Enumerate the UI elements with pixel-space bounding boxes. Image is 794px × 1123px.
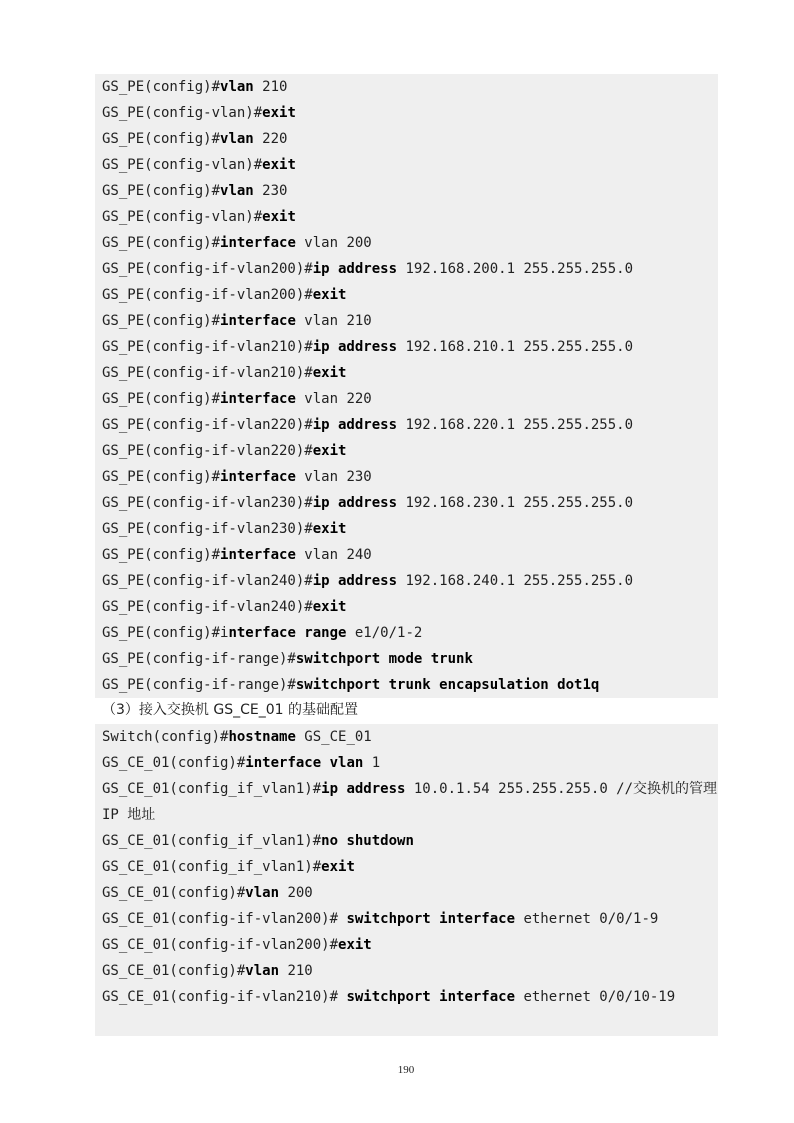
code-block-gs-pe <box>95 74 718 698</box>
code-args: 1 <box>363 755 381 771</box>
code-line <box>95 984 718 1010</box>
code-command: vlan <box>245 885 280 901</box>
code-prompt: GS_PE(config-if-range)# <box>102 677 296 693</box>
code-prompt: GS_CE_01(config-if-vlan200)# <box>102 911 347 927</box>
code-prompt: Switch(config)# <box>102 729 229 745</box>
code-line <box>95 620 718 646</box>
code-line <box>95 594 718 620</box>
code-prompt: GS_CE_01(config_if_vlan1)# <box>102 781 322 797</box>
code-command: exit <box>312 599 347 615</box>
code-args: 210 <box>253 79 288 95</box>
code-line <box>95 776 718 802</box>
code-line <box>95 490 718 516</box>
code-args: 230 <box>253 183 288 199</box>
code-prompt: GS_PE(config-if-vlan230)# <box>102 521 313 537</box>
code-command: nterface range <box>228 625 347 641</box>
code-line <box>95 568 718 594</box>
code-command: interface <box>220 469 296 485</box>
code-line <box>95 438 718 464</box>
code-command: exit <box>321 859 355 875</box>
code-prompt: GS_PE(config-if-vlan200)# <box>102 287 313 303</box>
code-args: GS_CE_01 <box>295 729 372 745</box>
code-command: ip address <box>312 573 398 589</box>
code-prompt: GS_PE(config)#i <box>102 625 229 641</box>
code-command: ip address <box>312 261 398 277</box>
code-args: ethernet 0/0/1-9 <box>515 911 659 927</box>
code-line <box>95 178 718 204</box>
code-command: hostname <box>228 729 296 745</box>
code-command: vlan <box>220 131 254 147</box>
code-prompt: GS_PE(config-if-vlan210)# <box>102 365 313 381</box>
code-args: 192.168.240.1 255.255.255.0 <box>397 573 634 589</box>
section-heading: （3）接入交换机 GS_CE_01 的基础配置 <box>102 702 358 718</box>
code-line <box>95 750 718 776</box>
code-line <box>95 724 718 750</box>
code-args: 10.0.1.54 255.255.255.0 //交换机的管理 <box>405 781 718 797</box>
code-command: vlan <box>245 963 280 979</box>
code-args: 200 <box>279 885 313 901</box>
code-line <box>95 672 718 698</box>
code-args: vlan 220 <box>295 391 372 407</box>
code-line <box>95 360 718 386</box>
code-prompt: GS_PE(config)# <box>102 131 221 147</box>
code-prompt: GS_CE_01(config-if-vlan200)# <box>102 937 339 953</box>
code-prompt: GS_PE(config)# <box>102 79 221 95</box>
code-prompt: GS_PE(config-if-vlan240)# <box>102 599 313 615</box>
code-prompt: GS_PE(config)# <box>102 391 221 407</box>
code-line <box>95 880 718 906</box>
code-args: 192.168.200.1 255.255.255.0 <box>397 261 634 277</box>
code-command: switchport interface <box>346 911 516 927</box>
code-command: exit <box>312 365 347 381</box>
code-line <box>95 308 718 334</box>
code-line <box>95 516 718 542</box>
code-line <box>95 386 718 412</box>
code-prompt: GS_CE_01(config_if_vlan1)# <box>102 859 322 875</box>
code-prompt: GS_CE_01(config)# <box>102 755 246 771</box>
code-args: vlan 230 <box>295 469 372 485</box>
code-command: no shutdown <box>321 833 414 849</box>
code-command: exit <box>262 157 296 173</box>
code-command: interface <box>220 235 296 251</box>
code-args: 192.168.220.1 255.255.255.0 <box>397 417 634 433</box>
code-prompt: GS_PE(config-if-vlan210)# <box>102 339 313 355</box>
code-args: vlan 200 <box>295 235 372 251</box>
code-args: vlan 210 <box>295 313 372 329</box>
code-command: vlan <box>220 183 254 199</box>
code-line <box>95 126 718 152</box>
code-block-gs-ce-01 <box>95 724 718 1036</box>
code-args: ethernet 0/0/10-19 <box>515 989 676 1005</box>
code-args: e1/0/1-2 <box>346 625 423 641</box>
code-command: ip address <box>312 417 398 433</box>
code-line <box>95 542 718 568</box>
code-prompt: GS_PE(config-vlan)# <box>102 157 263 173</box>
code-prompt: GS_PE(config-vlan)# <box>102 209 263 225</box>
code-line <box>95 282 718 308</box>
code-line <box>95 464 718 490</box>
code-line <box>95 932 718 958</box>
code-command: ip address <box>312 339 398 355</box>
code-args: 192.168.230.1 255.255.255.0 <box>397 495 634 511</box>
code-args: 210 <box>279 963 313 979</box>
code-prompt: GS_PE(config)# <box>102 469 221 485</box>
code-prompt: GS_PE(config-if-vlan230)# <box>102 495 313 511</box>
code-args: 192.168.210.1 255.255.255.0 <box>397 339 634 355</box>
code-command: ip address <box>312 495 398 511</box>
code-line <box>95 958 718 984</box>
code-command: interface <box>220 547 296 563</box>
page-number: 190 <box>397 1064 415 1076</box>
code-prompt: GS_PE(config-if-vlan220)# <box>102 417 313 433</box>
code-prompt: GS_PE(config-if-vlan200)# <box>102 261 313 277</box>
code-line <box>95 152 718 178</box>
code-command: ip address <box>321 781 406 797</box>
code-command: interface <box>220 391 296 407</box>
code-command: exit <box>312 521 347 537</box>
code-line <box>95 854 718 880</box>
code-prompt: GS_PE(config-if-vlan240)# <box>102 573 313 589</box>
code-command: exit <box>338 937 372 953</box>
code-line <box>95 74 718 100</box>
code-command: switchport interface <box>346 989 516 1005</box>
code-command: exit <box>262 105 296 121</box>
code-command: exit <box>312 287 347 303</box>
code-line <box>95 646 718 672</box>
code-prompt: GS_CE_01(config)# <box>102 963 246 979</box>
code-line <box>95 906 718 932</box>
code-command: vlan <box>220 79 254 95</box>
code-line <box>95 334 718 360</box>
code-prompt: GS_PE(config)# <box>102 235 221 251</box>
code-line <box>95 802 718 828</box>
code-line <box>95 100 718 126</box>
code-prompt: GS_PE(config)# <box>102 547 221 563</box>
code-prompt: GS_PE(config)# <box>102 183 221 199</box>
code-prompt: GS_CE_01(config-if-vlan210)# <box>102 989 347 1005</box>
code-args: 220 <box>253 131 288 147</box>
code-prompt: GS_PE(config-if-range)# <box>102 651 296 667</box>
code-prompt: GS_PE(config)# <box>102 313 221 329</box>
code-command: interface vlan <box>245 755 364 771</box>
code-line <box>95 412 718 438</box>
code-command: interface <box>220 313 296 329</box>
code-line <box>95 256 718 282</box>
code-command: switchport trunk encapsulation dot1q <box>295 677 600 693</box>
code-command: switchport mode trunk <box>295 651 473 667</box>
code-prompt: GS_CE_01(config)# <box>102 885 246 901</box>
code-prompt: GS_PE(config-if-vlan220)# <box>102 443 313 459</box>
code-args: vlan 240 <box>295 547 372 563</box>
code-prompt: IP 地址 <box>102 807 156 823</box>
code-prompt: GS_PE(config-vlan)# <box>102 105 263 121</box>
code-line <box>95 204 718 230</box>
code-command: exit <box>262 209 296 225</box>
code-line <box>95 230 718 256</box>
code-prompt: GS_CE_01(config_if_vlan1)# <box>102 833 322 849</box>
code-command: exit <box>312 443 347 459</box>
code-line <box>95 828 718 854</box>
